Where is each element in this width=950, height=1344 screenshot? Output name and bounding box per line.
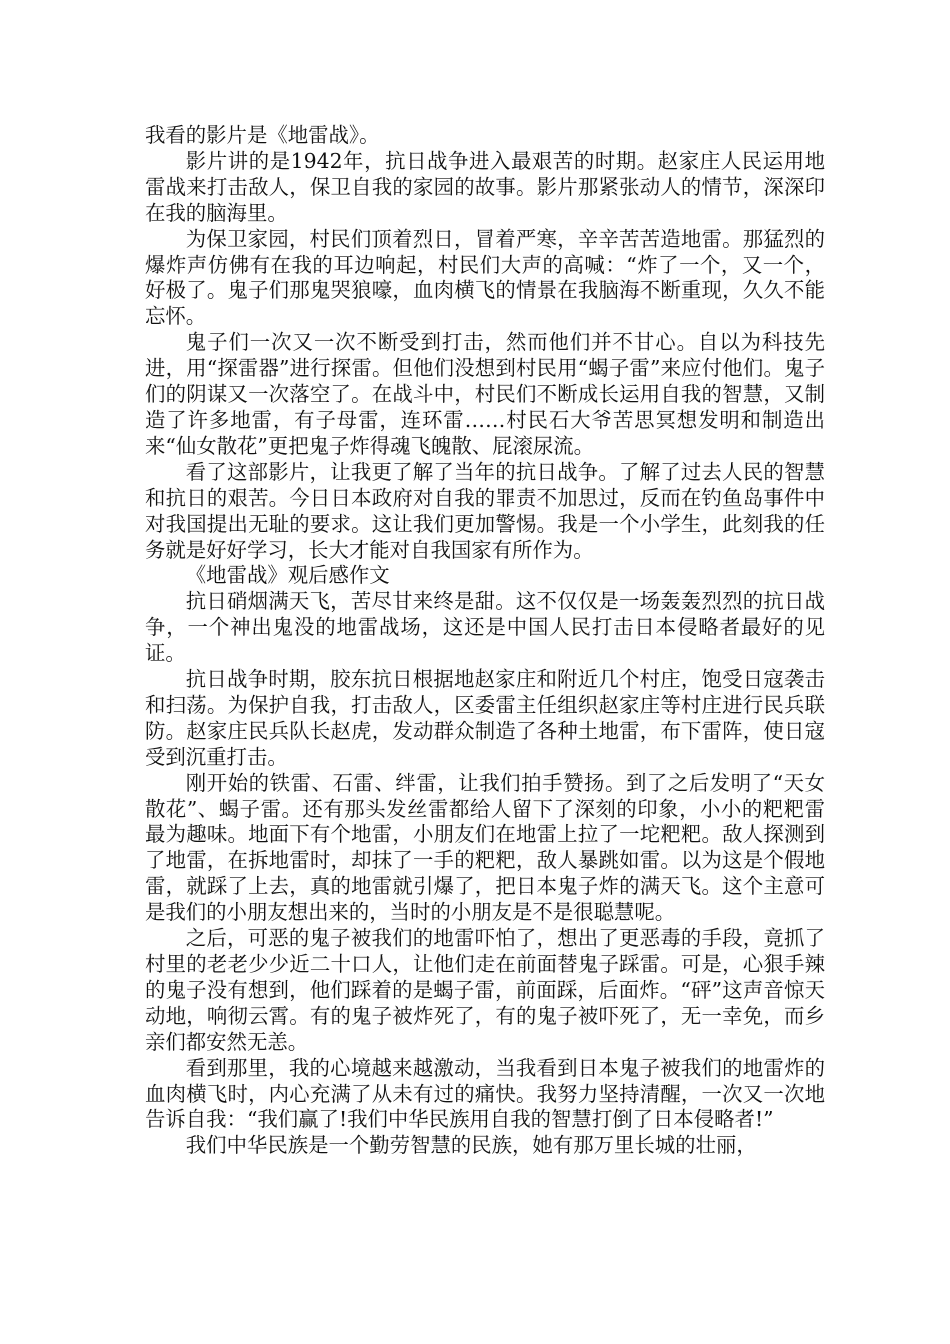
paragraph: 抗日硝烟满天飞，苦尽甘来终是甜。这不仅仅是一场轰轰烈烈的抗日战争，一个神出鬼没的地雷战场，这还是中国人民打击日本侵略者最好的见证。: [145, 589, 825, 666]
paragraph: 为保卫家园，村民们顶着烈日，冒着严寒，辛辛苦苦造地雷。那猛烈的爆炸声仿佛有在我的耳边响起，村民们大声的高喊：“炸了一个，又一个，好极了。鬼子们那鬼哭狼嚎，血肉横飞的情景在我脑海不断重现，久久不能忘怀。: [145, 226, 825, 329]
paragraph: 鬼子们一次又一次不断受到打击，然而他们并不甘心。自以为科技先进，用“探雷器”进行探雷。但他们没想到村民用“蝎子雷”来应付他们。鬼子们的阴谋又一次落空了。在战斗中，村民们不断成长运用自我的智慧，又制造了许多地雷，有子母雷，连环雷……村民石大爷苦思冥想发明和制造出来“仙女散花”更把鬼子炸得魂飞魄散、屁滚尿流。: [145, 330, 825, 458]
essay-text: [145, 123, 825, 1159]
paragraph: 影片讲的是1942年，抗日战争进入最艰苦的时期。赵家庄人民运用地雷战来打击敌人，保卫自我的家园的故事。影片那紧张动人的情节，深深印在我的脑海里。: [145, 148, 825, 225]
paragraph: 看到那里，我的心境越来越激动，当我看到日本鬼子被我们的地雷炸的血肉横飞时，内心充满了从未有过的痛快。我努力坚持清醒，一次又一次地告诉自我：“我们赢了!我们中华民族用自我的智慧打倒了日本侵略者!”: [145, 1055, 825, 1132]
paragraph: 我们中华民族是一个勤劳智慧的民族，她有那万里长城的壮丽，: [185, 1133, 757, 1158]
paragraph: 刚开始的铁雷、石雷、绊雷，让我们拍手赞扬。到了之后发明了“天女散花”、蝎子雷。还有那头发丝雷都给人留下了深刻的印象，小小的粑粑雷最为趣味。地面下有个地雷，小朋友们在地雷上拉了一坨粑粑。敌人探测到了地雷，在拆地雷时，却抹了一手的粑粑，敌人暴跳如雷。以为这是个假地雷，就踩了上去，真的地雷就引爆了，把日本鬼子炸的满天飞。这个主意可是我们的小朋友想出来的，当时的小朋友是不是很聪慧呢。: [145, 770, 825, 925]
paragraph: 看了这部影片，让我更了解了当年的抗日战争。了解了过去人民的智慧和抗日的艰苦。今日日本政府对自我的罪责不加思过，反而在钓鱼岛事件中对我国提出无耻的要求。这让我们更加警惕。我是一个小学生，此刻我的任务就是好好学习，长大才能对自我国家有所作为。: [145, 459, 825, 562]
paragraph: 抗日战争时期，胶东抗日根据地赵家庄和附近几个村庄，饱受日寇袭击和扫荡。为保护自我，打击敌人，区委雷主任组织赵家庄等村庄进行民兵联防。赵家庄民兵队长赵虎，发动群众制造了各种土地雷，布下雷阵，使日寇受到沉重打击。: [145, 667, 825, 769]
section-title: 《地雷战》观后感作文: [185, 563, 390, 588]
paragraph: 之后，可恶的鬼子被我们的地雷吓怕了，想出了更恶毒的手段，竟抓了村里的老老少少近二十口人，让他们走在前面替鬼子踩雷。可是，心狠手辣的鬼子没有想到，他们踩着的是蝎子雷，前面踩，后面炸。“砰”这声音惊天动地，响彻云霄。有的鬼子被炸死了，有的鬼子被吓死了，无一幸免，而乡亲们都安然无恙。: [145, 926, 825, 1054]
paragraph-intro: 我看的影片是《地雷战》。: [145, 123, 380, 147]
